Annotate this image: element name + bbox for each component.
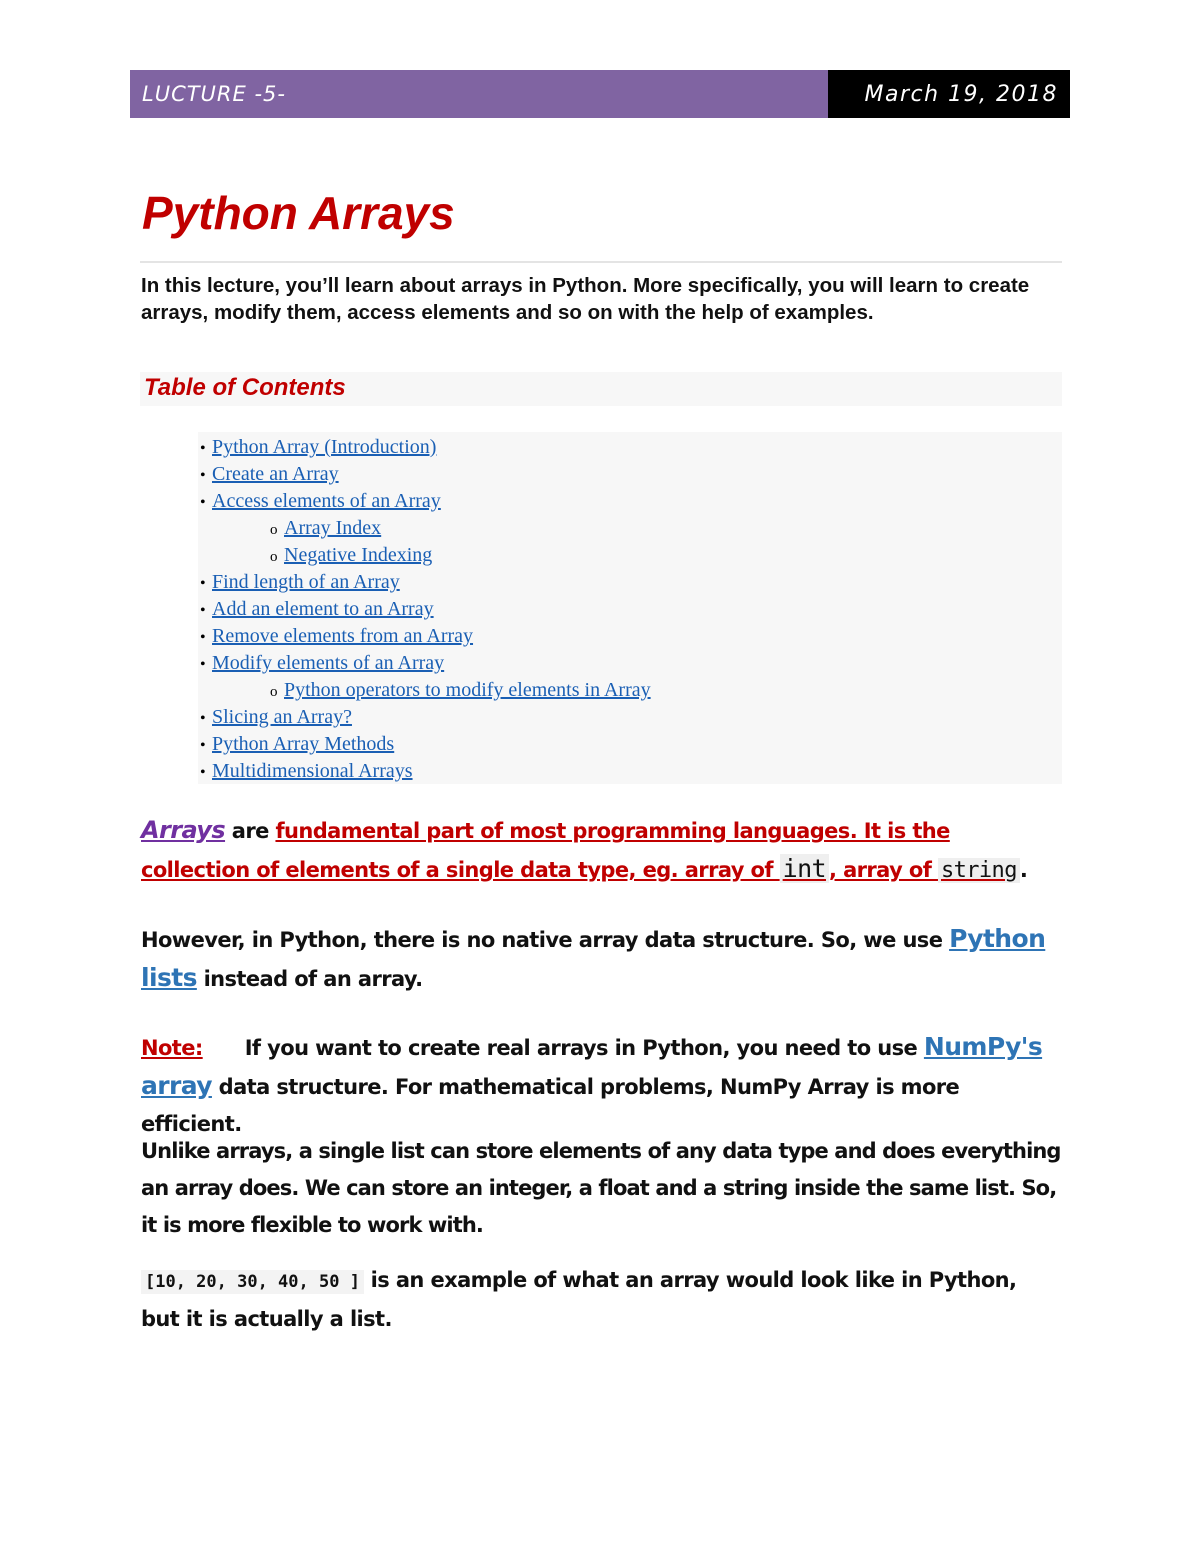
- toc-link[interactable]: Slicing an Array?: [212, 706, 352, 728]
- toc-item: [200, 489, 441, 515]
- toc-link[interactable]: Multidimensional Arrays: [212, 760, 413, 782]
- toc-item: [200, 759, 413, 785]
- paragraph-unlike-arrays: Unlike arrays, a single list can store elements of any data type and does everything an array does. We can store an integer, a float and a string inside the same list. So, it is more flexible to work with.: [141, 1139, 1061, 1237]
- p1-are: are: [225, 819, 276, 843]
- toc-link[interactable]: Create an Array: [212, 463, 339, 485]
- toc-item: [200, 570, 400, 596]
- bullet-icon: •: [200, 602, 206, 619]
- toc-item: [200, 597, 434, 623]
- circle-bullet-icon: o: [270, 684, 278, 700]
- bullet-icon: •: [200, 494, 206, 511]
- toc-link[interactable]: Array Index: [284, 517, 382, 539]
- toc-link[interactable]: Negative Indexing: [284, 544, 433, 566]
- toc-item: [200, 732, 394, 758]
- bullet-icon: •: [200, 467, 206, 484]
- page-title: Python Arrays: [142, 187, 455, 239]
- toc-link[interactable]: Modify elements of an Array: [212, 652, 445, 674]
- code-int: int: [780, 854, 829, 883]
- paragraph-arrays-definition: [141, 812, 1061, 889]
- circle-bullet-icon: o: [270, 549, 278, 565]
- toc-link[interactable]: Access elements of an Array: [212, 490, 441, 512]
- toc-heading: Table of Contents: [144, 374, 346, 401]
- p3-end: data structure. For mathematical problems, NumPy Array is more efficient.: [141, 1075, 960, 1136]
- bullet-icon: •: [200, 710, 206, 727]
- p3-text: If you want to create real arrays in Python, you need to use: [244, 1036, 924, 1060]
- bullet-icon: •: [200, 737, 206, 754]
- note-label: Note:: [141, 1036, 203, 1060]
- toc-link[interactable]: Python Array Methods: [212, 733, 395, 755]
- example-code: [10, 20, 30, 40, 50 ]: [141, 1270, 364, 1294]
- arrays-link[interactable]: Arrays: [141, 816, 226, 844]
- toc-item: [200, 705, 352, 731]
- lecture-header: [130, 70, 1070, 118]
- toc-item: [200, 435, 436, 461]
- toc-link[interactable]: Python operators to modify elements in Array: [284, 679, 651, 701]
- bullet-icon: •: [200, 764, 206, 781]
- p2-end: instead of an array.: [196, 967, 423, 991]
- p1-red-body: fundamental part of most programming languages. It is the collection of elements of a single data type, eg. array of: [141, 819, 950, 882]
- title-divider: [140, 261, 1062, 263]
- toc-link[interactable]: Add an element to an Array: [212, 598, 434, 620]
- paragraph-no-native-array: [141, 920, 1061, 998]
- bullet-icon: •: [200, 575, 206, 592]
- python-lists-link[interactable]: Python lists: [141, 924, 1046, 992]
- bullet-icon: •: [200, 656, 206, 673]
- p1-comma: , array of: [828, 858, 938, 882]
- paragraph-note: [141, 1028, 1061, 1143]
- intro-paragraph: In this lecture, you’ll learn about arrays in Python. More specifically, you will learn to create arrays, modify them, access elements and so on with the help of examples.: [141, 274, 1030, 324]
- lecture-date: March 19, 2018: [828, 70, 1070, 118]
- bullet-icon: •: [200, 440, 206, 457]
- toc-heading-bar: [140, 372, 1062, 406]
- p2-text: However, in Python, there is no native array data structure. So, we use: [141, 928, 950, 952]
- toc-item: [270, 516, 381, 542]
- toc-item: [200, 462, 339, 488]
- circle-bullet-icon: o: [270, 522, 278, 538]
- toc-item: [270, 678, 651, 704]
- paragraph-example: [141, 1262, 1061, 1338]
- toc-item: [200, 624, 473, 650]
- p1-end: .: [1019, 858, 1028, 882]
- toc-item: [270, 543, 432, 569]
- numpy-array-link[interactable]: NumPy's array: [141, 1032, 1043, 1100]
- bullet-icon: •: [200, 629, 206, 646]
- toc-link[interactable]: Remove elements from an Array: [212, 625, 474, 647]
- code-string: string: [938, 858, 1020, 883]
- lecture-label: LUCTURE -5-: [130, 70, 828, 118]
- toc-link[interactable]: Find length of an Array: [212, 571, 400, 593]
- p5-text: is an example of what an array would look like in Python, but it is actually a list.: [141, 1268, 1017, 1331]
- toc-link[interactable]: Python Array (Introduction): [212, 436, 437, 458]
- toc-item: [200, 651, 444, 677]
